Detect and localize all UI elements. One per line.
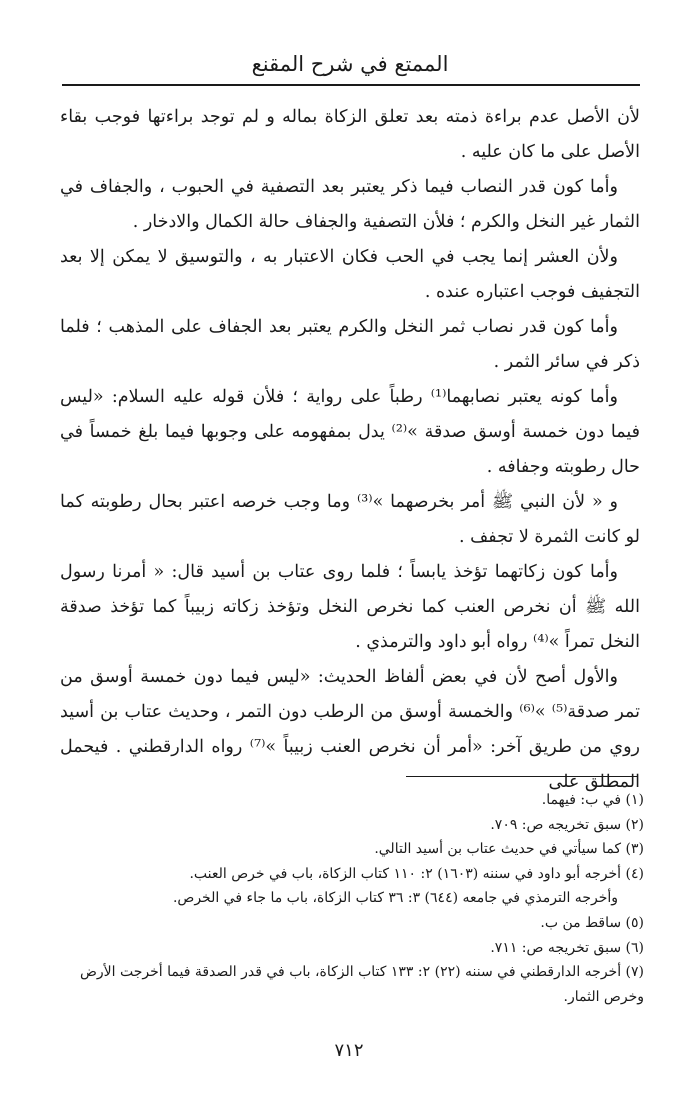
footnote: (٢) سبق تخريجه ص: ٧٠٩.	[490, 816, 644, 833]
paragraph: و « لأن النبي ﷺ أمر بخرصهما »⁽³⁾ وما وجب خرصه اعتبر بحال رطوبته كما لو كانت الثمرة لا تجفف .	[60, 492, 640, 547]
footnote: (٣) كما سيأتي في حديث عتاب بن أسيد التالي.	[374, 841, 644, 858]
paragraph: والأول أصح لأن في بعض ألفاظ الحديث: «ليس فيما دون خمسة أوسق من تمر صدقة⁽⁵⁾ »⁽⁶⁾ والخمسة أوسق من الرطب دون التمر ، وحديث عتاب بن أسيد روي من طريق آخر: «أمر أن نخرص العنب زبيباً »⁽⁷⁾ رواه الدارقطني . فيحمل المطلق على	[60, 667, 641, 792]
header-rule	[62, 84, 640, 86]
running-header: الممتع في شرح المقنع	[251, 52, 449, 76]
footnote: (٧) أخرجه الدارقطني في سننه (٢٢) ٢: ١٣٣ كتاب الزكاة، باب في قدر الصدقة فيما أخرجت الأرض وخرص الثمار.	[79, 964, 644, 1005]
footnote: وأخرجه الترمذي في جامعه (٦٤٤) ٣: ٣٦ كتاب الزكاة، باب ما جاء في الخرص.	[172, 890, 618, 907]
footnote: (٥) ساقط من ب.	[540, 914, 644, 931]
footnote: (١) في ب: فيهما.	[541, 792, 644, 808]
paragraph: ولأن العشر إنما يجب في الحب فكان الاعتبار به ، والتوسيق لا يمكن إلا بعد التجفيف فوجب اعتباره عنده .	[60, 247, 640, 302]
paragraph: وأما كونه يعتبر نصابهما⁽¹⁾ رطباً على رواية ؛ فلأن قوله عليه السلام: «ليس فيما دون خمسة أوسق صدقة »⁽²⁾ يدل بمفهومه على وجوبها فيما بلغ خمساً في حال رطوبته وجفافه .	[60, 387, 640, 477]
footnote: (٦) سبق تخريجه ص: ٧١١.	[490, 939, 644, 956]
paragraph: وأما كون قدر نصاب ثمر النخل والكرم يعتبر بعد الجفاف على المذهب ؛ فلما ذكر في سائر الثمر .	[60, 317, 640, 372]
footnote-rule	[406, 776, 638, 777]
page-number: ٧١٢	[334, 1040, 364, 1061]
paragraph: لأن الأصل عدم براءة ذمته بعد تعلق الزكاة بماله و لم توجد براءتها فوجب بقاء الأصل على ما كان عليه .	[60, 107, 640, 162]
paragraph: وأما كون زكاتهما تؤخذ يابساً ؛ فلما روى عتاب بن أسيد قال: « أمرنا رسول الله ﷺ أن نخرص العنب كما نخرص النخل وتؤخذ زكاته زبيباً كما تؤخذ صدقة النخل تمراً »⁽⁴⁾ رواه أبو داود والترمذي .	[60, 562, 640, 652]
footnotes	[66, 788, 644, 1009]
footnote: (٤) أخرجه أبو داود في سننه (١٦٠٣) ٢: ١١٠ كتاب الزكاة، باب في خرص العنب.	[189, 865, 644, 882]
paragraph: وأما كون قدر النصاب فيما ذكر يعتبر بعد التصفية في الحبوب ، والجفاف في الثمار غير النخل والكرم ؛ فلأن التصفية والجفاف حالة الكمال والادخار .	[60, 177, 640, 232]
main-text	[60, 100, 640, 800]
